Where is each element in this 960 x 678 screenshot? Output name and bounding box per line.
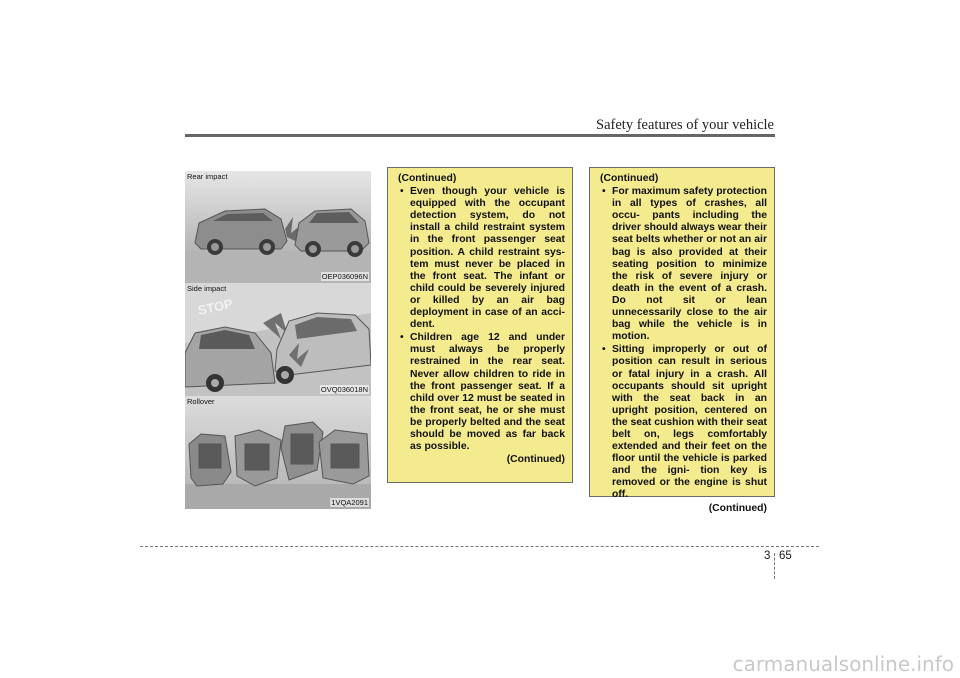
figure-caption: Rollover (187, 397, 215, 406)
continued-footer: (Continued) (506, 454, 565, 466)
warning-bullet: • For maximum safety protection in all types of crashes, all occu- pants including the driver should always wear their seat belts whether or not an air bag is also provided at their seating position to minimize the risk of severe injury or death in the event of a crash. Do not sit or lean unnecessarily close to the air bag while the vehicle is in motion. (600, 186, 767, 343)
warning-box-right (589, 167, 775, 514)
watermark: carmanualsonline.info (732, 652, 954, 676)
figure-rear-impact (185, 171, 371, 283)
svg-text:STOP: STOP (196, 295, 235, 318)
header-title: Safety features of your vehicle (596, 117, 774, 133)
chapter-number: 3 (764, 550, 771, 562)
rear-impact-illustration (185, 171, 371, 283)
continued-footer: (Continued) (708, 502, 767, 514)
figure-rollover (185, 396, 371, 509)
rollover-illustration (185, 396, 371, 509)
figure-caption: Rear impact (187, 172, 228, 181)
figure-caption: Side impact (187, 284, 227, 293)
page-number: 65 (779, 550, 792, 562)
warning-box-middle (387, 167, 573, 483)
header-rule (185, 134, 775, 137)
page-separator (774, 553, 775, 579)
figure-code: OVQ036018N (320, 385, 368, 394)
figure-code: OEP036096N (321, 272, 368, 281)
warning-bullet: • Sitting improperly or out of position can result in serious or fatal injury in a crash. All occupants should sit upright with the seat back in an upright position, centered on the seat cushion with their seat belt on, legs comfortably extended and their feet on the floor until the vehicle is parked and the igni- tion key is removed or the engine is shut off. (600, 344, 767, 501)
continued-heading: (Continued) (398, 173, 457, 184)
footer-rule (140, 546, 819, 547)
warning-bullet: • Children age 12 and under must always be properly restrained in the rear seat. Never allow children to ride in the front passenger seat. If a child over 12 must be seated in the front seat, he or she must be properly belted and the seat should be moved as far back as possible. (398, 332, 565, 453)
warning-bullet: • Even though your vehicle is equipped with the occupant detection system, do not install a child restraint system in the front passenger seat position. A child restraint sys- tem must never be placed in the front seat. The infant or child could be severely injured or killed by an air bag deployment in case of an acci- dent. (398, 186, 565, 331)
figure-side-impact (185, 283, 371, 396)
figure-code: 1VQA2091 (331, 498, 368, 507)
side-impact-illustration (185, 283, 371, 396)
continued-heading: (Continued) (600, 173, 659, 184)
